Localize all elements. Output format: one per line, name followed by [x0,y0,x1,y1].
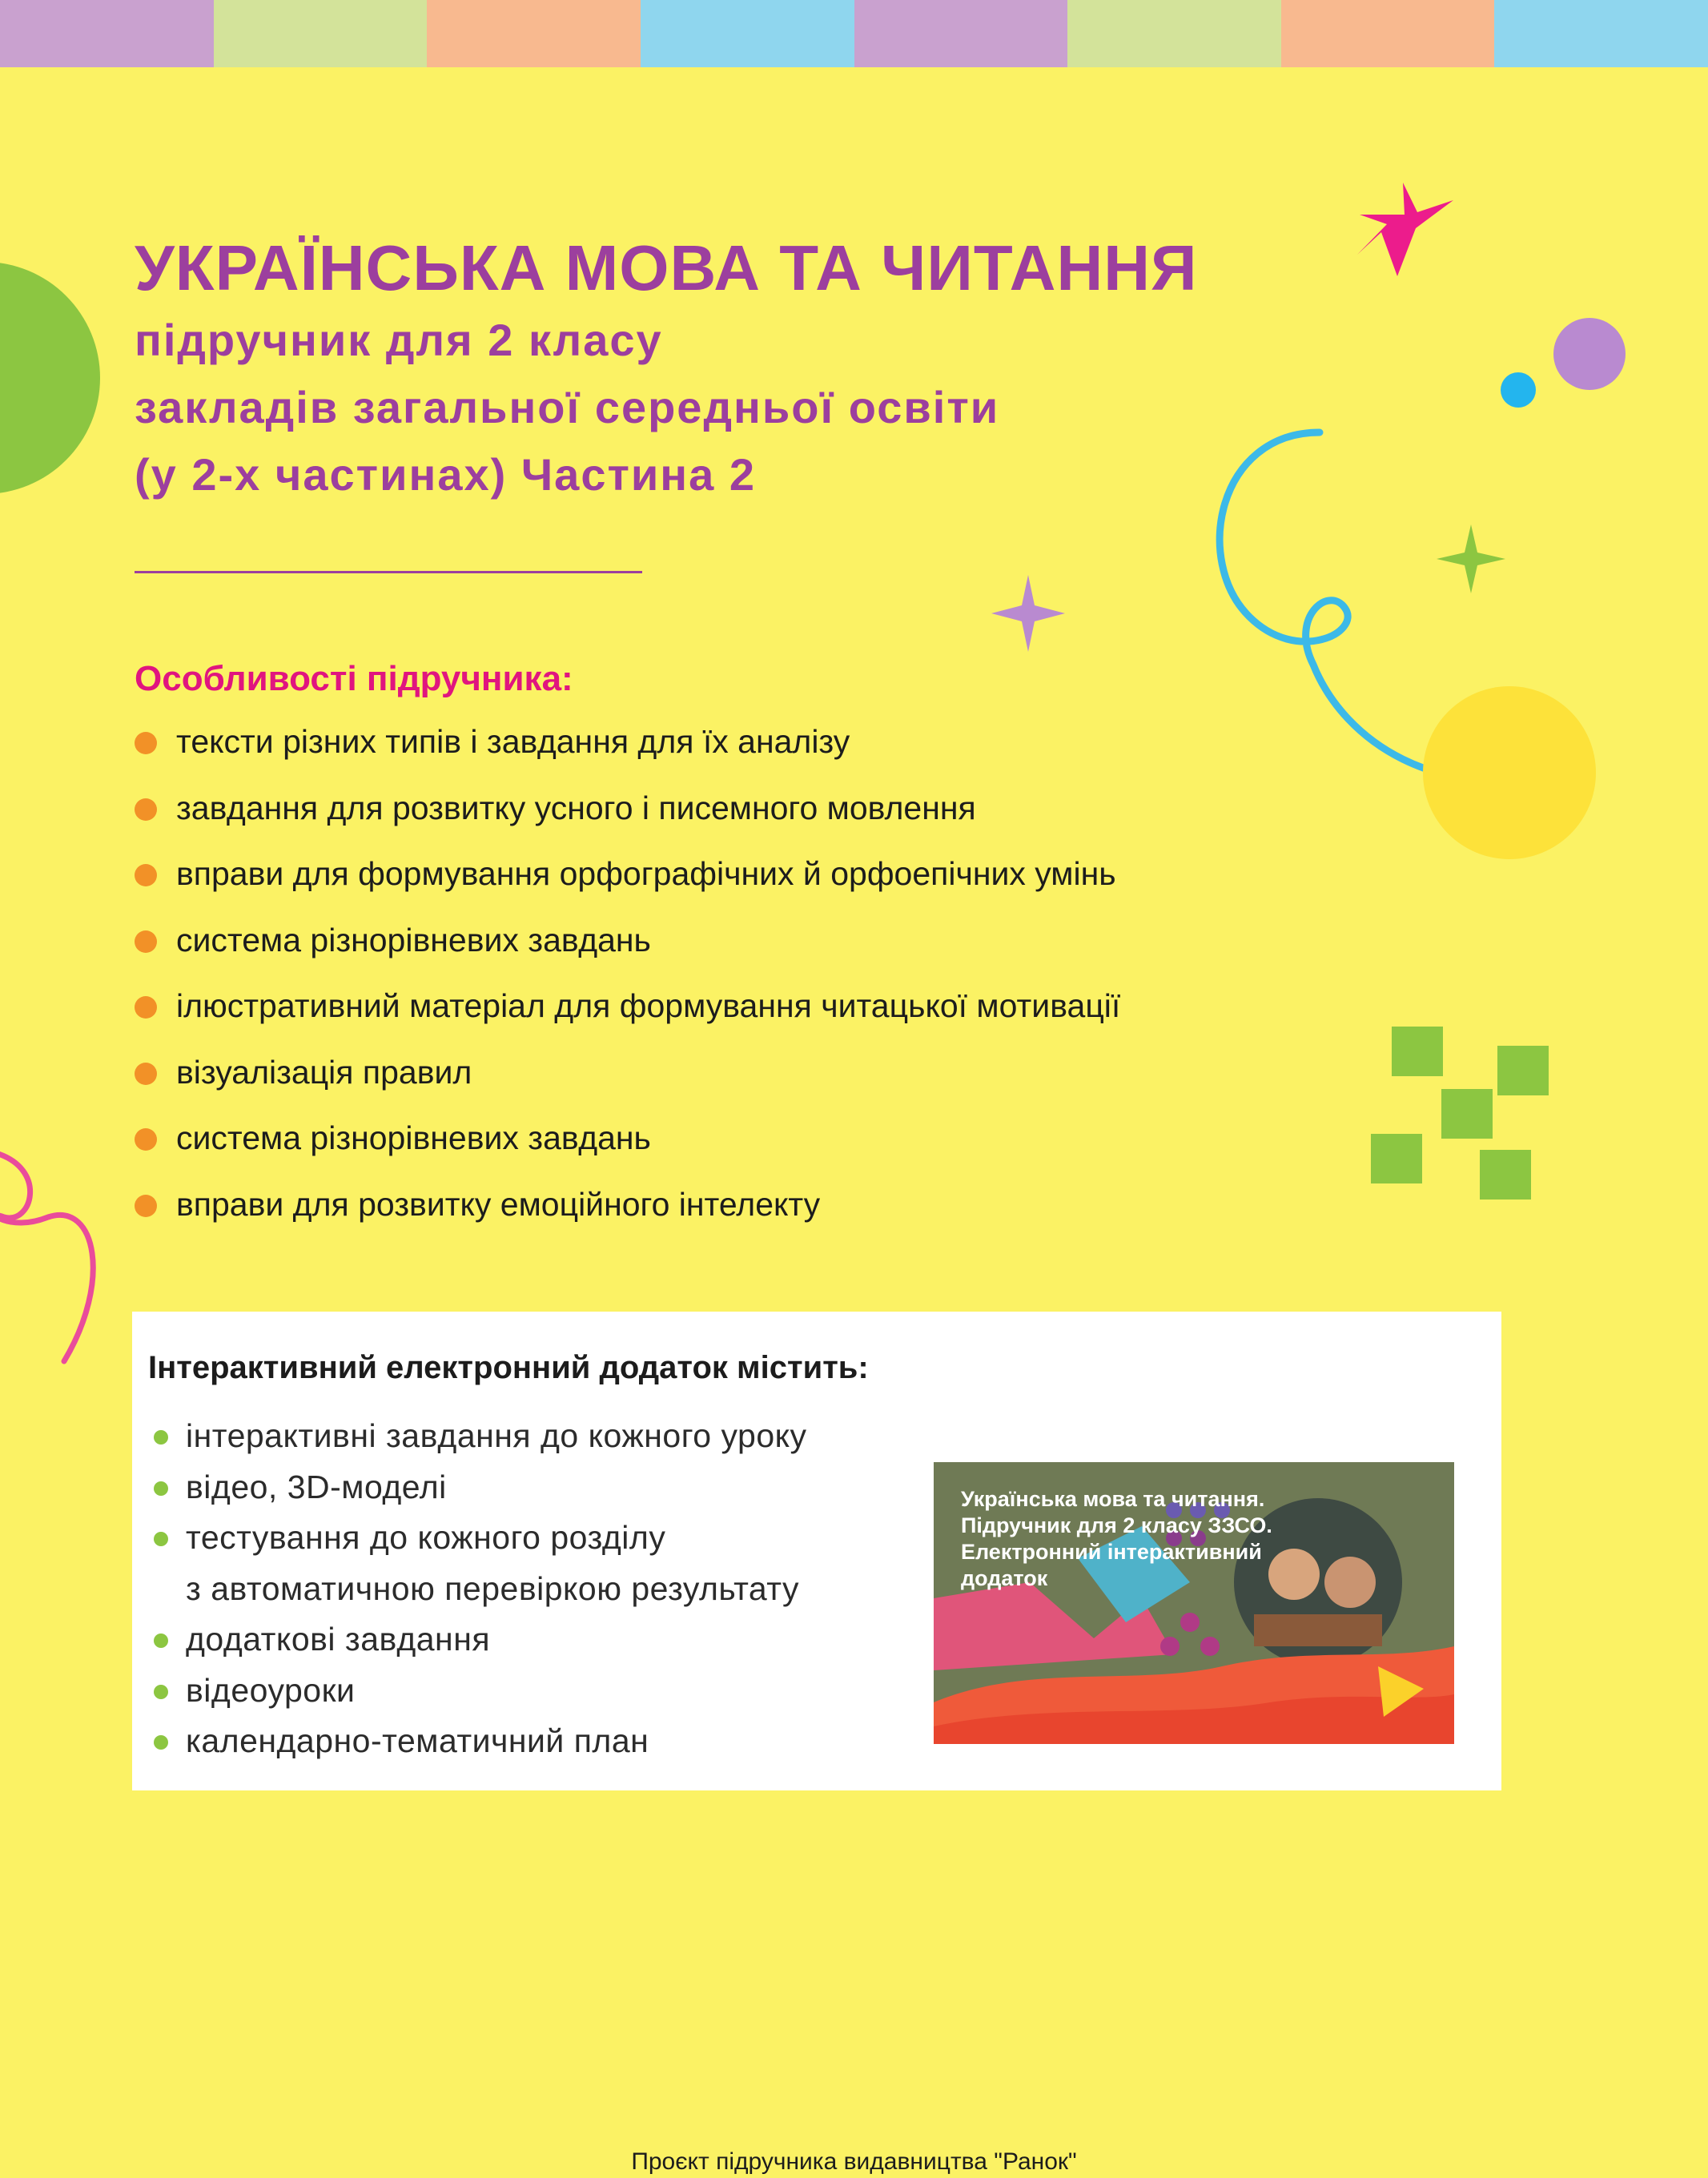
list-item-text: система різнорівневих завдань [176,1119,651,1156]
bullet-icon [135,930,157,953]
subtitle-line-3: (у 2-х частинах) Частина 2 [135,449,756,500]
green-half-circle [0,262,100,494]
divider [135,571,642,573]
list-item [135,1050,1120,1116]
list-item [135,983,1120,1050]
yellow-circle [1423,686,1596,859]
list-item [152,1462,807,1513]
list-item [135,786,1120,852]
list-item [152,1666,807,1717]
bullet-icon [135,864,157,886]
purple-dot [1553,318,1626,390]
list-item [152,1411,807,1462]
list-item [135,918,1120,984]
subtitle-line-2: закладів загальної середньої освіти [135,382,1000,432]
bullet-icon [154,1634,168,1648]
list-item-text: додаткові завдання [186,1621,491,1658]
bullet-icon [135,1063,157,1085]
list-item-text: відеоуроки [186,1671,356,1709]
bullet-icon [154,1430,168,1445]
bullet-icon [154,1532,168,1546]
list-item [135,851,1120,918]
list-item [135,1115,1120,1182]
list-item [152,1614,807,1666]
list-item-text: відео, 3D-моделі [186,1468,447,1505]
list-item-text: система різнорівневих завдань [176,921,651,958]
list-item-continuation [152,1564,807,1615]
footer-note: Проєкт підручника видавництва "Ранок" [631,2148,1077,2175]
green-sparkle-icon [1437,524,1505,593]
bullet-icon [135,732,157,754]
addon-heading: Інтерактивний електронний додаток містить: [148,1350,869,1385]
list-item-text: календарно-тематичний план [186,1722,649,1759]
bullet-icon [135,996,157,1019]
green-checker [1371,1027,1549,1200]
features-heading: Особливості підручника: [135,659,573,698]
blue-dot [1501,372,1536,408]
subtitle-line-1: підручник для 2 класу [135,315,663,365]
list-item [152,1716,807,1767]
bullet-icon [154,1735,168,1750]
bullet-icon [154,1481,168,1496]
list-item [152,1513,807,1564]
pink-swirl [0,1153,93,1361]
list-item-text: вправи для розвитку емоційного інтелекту [176,1185,821,1223]
list-item-text: тексти різних типів і завдання для їх аналізу [176,723,850,760]
features-list [135,719,1120,1248]
list-item-text: з автоматичною перевіркою результату [186,1569,800,1607]
list-item-text: вправи для формування орфографічних й орфоепічних умінь [176,855,1116,892]
list-item [135,719,1120,786]
list-item-text: завдання для розвитку усного і писемного мовлення [176,789,976,826]
list-item-text: тестування до кожного розділу [186,1519,666,1556]
bullet-icon [154,1685,168,1699]
list-item [135,1182,1120,1248]
bullet-icon [135,798,157,821]
list-item-text: інтерактивні завдання до кожного уроку [186,1417,807,1454]
page-title: УКРАЇНСЬКА МОВА ТА ЧИТАННЯ [135,232,1198,303]
bullet-icon [135,1195,157,1217]
bullet-icon [135,1128,157,1151]
purple-sparkle-icon [991,575,1065,652]
list-item-text: візуалізація правил [176,1053,472,1091]
pink-star-icon [1357,183,1453,276]
addon-list [152,1411,807,1767]
list-item-text: ілюстративний матеріал для формування читацької мотивації [176,987,1121,1024]
thumbnail-title: Українська мова та читання. Підручник для 2 класу ЗЗСО. Електронний інтерактивний додаток [961,1487,1272,1590]
